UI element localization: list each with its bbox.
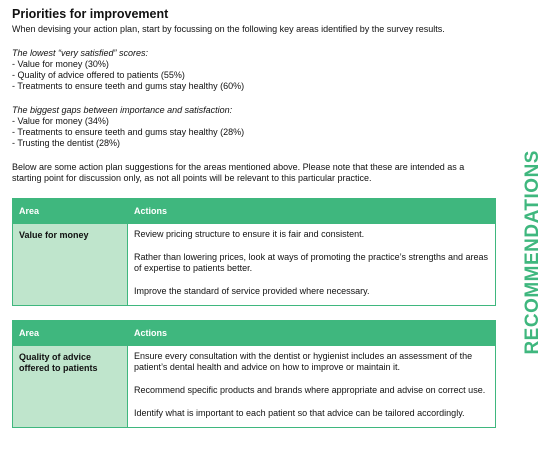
lowest-scores-list [12,59,496,92]
biggest-gaps-label: The biggest gaps between importance and satisfaction: [12,105,233,115]
list-item: - Trusting the dentist (28%) [12,138,121,148]
action-table-value-for-money [12,198,496,306]
table-header-row [13,321,496,346]
actions-cell [128,346,496,428]
side-label-text: RECOMMENDATIONS [522,150,543,355]
action-item: Recommend specific products and brands where appropriate and advise on correct use. [134,385,486,395]
note-text: Below are some action plan suggestions for the areas mentioned above. Please note that these are intended as a starting point for discussion only, as not all points will be relevant to this particular practice. [12,162,465,183]
action-table-quality-of-advice [12,320,496,428]
list-item: - Treatments to ensure teeth and gums stay healthy (28%) [12,127,245,137]
table-row [13,224,496,306]
area-cell: Quality of advice offered to patients [13,346,128,428]
report-section [12,7,496,442]
recommendations-side-label [522,150,544,355]
list-item: - Treatments to ensure teeth and gums stay healthy (60%) [12,81,245,91]
lowest-scores-label: The lowest “very satisfied” scores: [12,48,149,58]
list-item: - Quality of advice offered to patients (55%) [12,70,185,80]
actions-cell [128,224,496,306]
action-item: Improve the standard of service provided where necessary. [134,286,370,296]
lowest-scores-group [12,48,496,92]
page-title: Priorities for improvement [12,7,169,21]
actions-header: Actions [128,321,496,346]
action-item: Identify what is important to each patient so that advice can be tailored accordingly. [134,408,465,418]
table-row [13,346,496,428]
area-header: Area [13,321,128,346]
area-cell: Value for money [13,224,128,306]
list-item: - Value for money (30%) [12,59,109,69]
list-item: - Value for money (34%) [12,116,109,126]
area-header: Area [13,199,128,224]
action-item: Review pricing structure to ensure it is fair and consistent. [134,229,365,239]
biggest-gaps-list [12,116,496,149]
action-item: Rather than lowering prices, look at ways of promoting the practice’s strengths and areas of expertise to patients better. [134,252,489,273]
action-item: Ensure every consultation with the dentist or hygienist includes an assessment of the patient’s dental health and advice on how to improve or maintain it. [134,351,473,372]
intro-text: When devising your action plan, start by focussing on the following key areas identified by the survey results. [12,24,445,34]
actions-header: Actions [128,199,496,224]
table-header-row [13,199,496,224]
biggest-gaps-group [12,105,496,149]
